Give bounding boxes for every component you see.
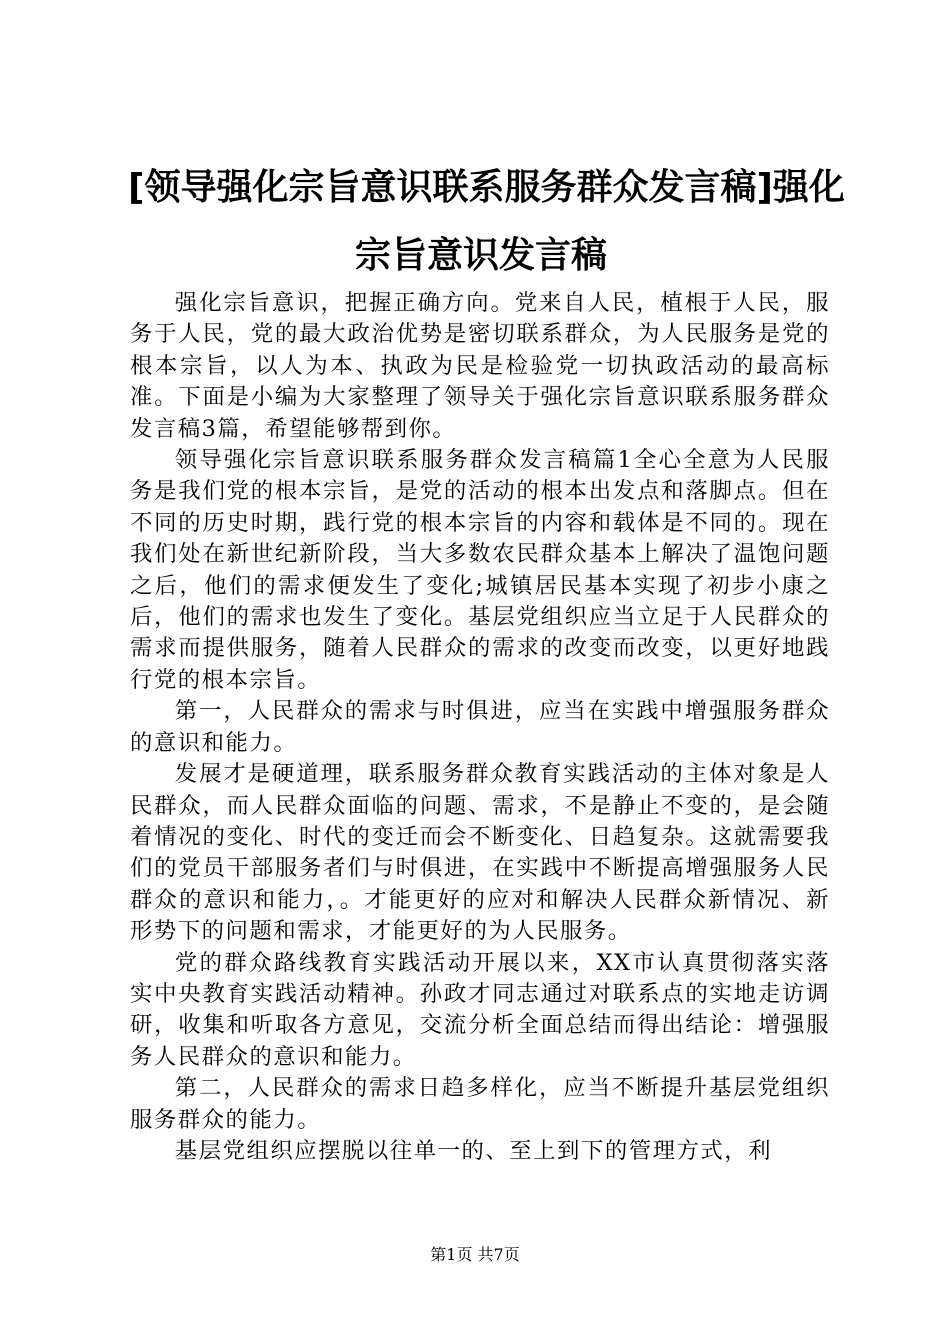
page-footer: 第1页 共7页 [430,1245,520,1264]
document-body [130,288,830,1167]
document-title [128,154,845,290]
paragraph: 领导强化宗旨意识联系服务群众发言稿篇1全心全意为人民服务是我们党的根本宗旨，是党的活动的根本出发点和落脚点。但在不同的历史时期，践行党的根本宗旨的内容和载体是不同的。现在我们处在新世纪新阶段，当大多数农民群众基本上解决了温饱问题之后，他们的需求便发生了变化;城镇居民基本实现了初步小康之后，他们的需求也发生了变化。基层党组织应当立足于人民群众的需求而提供服务，随着人民群众的需求的改变而改变，以更好地践行党的根本宗旨。 [130,447,830,693]
paragraph: 第一，人民群众的需求与时俱进，应当在实践中增强服务群众的意识和能力。 [130,698,830,756]
paragraph: 强化宗旨意识，把握正确方向。党来自人民，植根于人民，服务于人民，党的最大政治优势是密切联系群众，为人民服务是党的根本宗旨，以人为本、执政为民是检验党一切执政活动的最高标准。下面是小编为大家整理了领导关于强化宗旨意识联系服务群众发言稿3篇，希望能够帮到你。 [130,290,830,442]
paragraph: 发展才是硬道理，联系服务群众教育实践活动的主体对象是人民群众，而人民群众面临的问题、需求，不是静止不变的，是会随着情况的变化、时代的变迁而会不断变化、日趋复杂。这就需要我们的党员干部服务者们与时俱进，在实践中不断提高增强服务人民群众的意识和能力，。才能更好的应对和解决人民群众新情况、新形势下的问题和需求，才能更好的为人民服务。 [130,761,830,945]
paragraph: 第二，人民群众的需求日趋多样化，应当不断提升基层党组织服务群众的能力。 [130,1075,830,1133]
title-line-1: [领导强化宗旨意识联系服务群众发言稿]强化 [128,167,845,208]
title-line-2: 宗旨意识发言稿 [354,235,607,276]
paragraph: 基层党组织应摆脱以往单一的、至上到下的管理方式，利 [174,1137,773,1164]
paragraph: 党的群众路线教育实践活动开展以来，XX市认真贯彻落实落实中央教育实践活动精神。孙政才同志通过对联系点的实地走访调研，收集和听取各方意见，交流分析全面总结而得出结论：增强服务人民群众的意识和能力。 [130,949,830,1070]
